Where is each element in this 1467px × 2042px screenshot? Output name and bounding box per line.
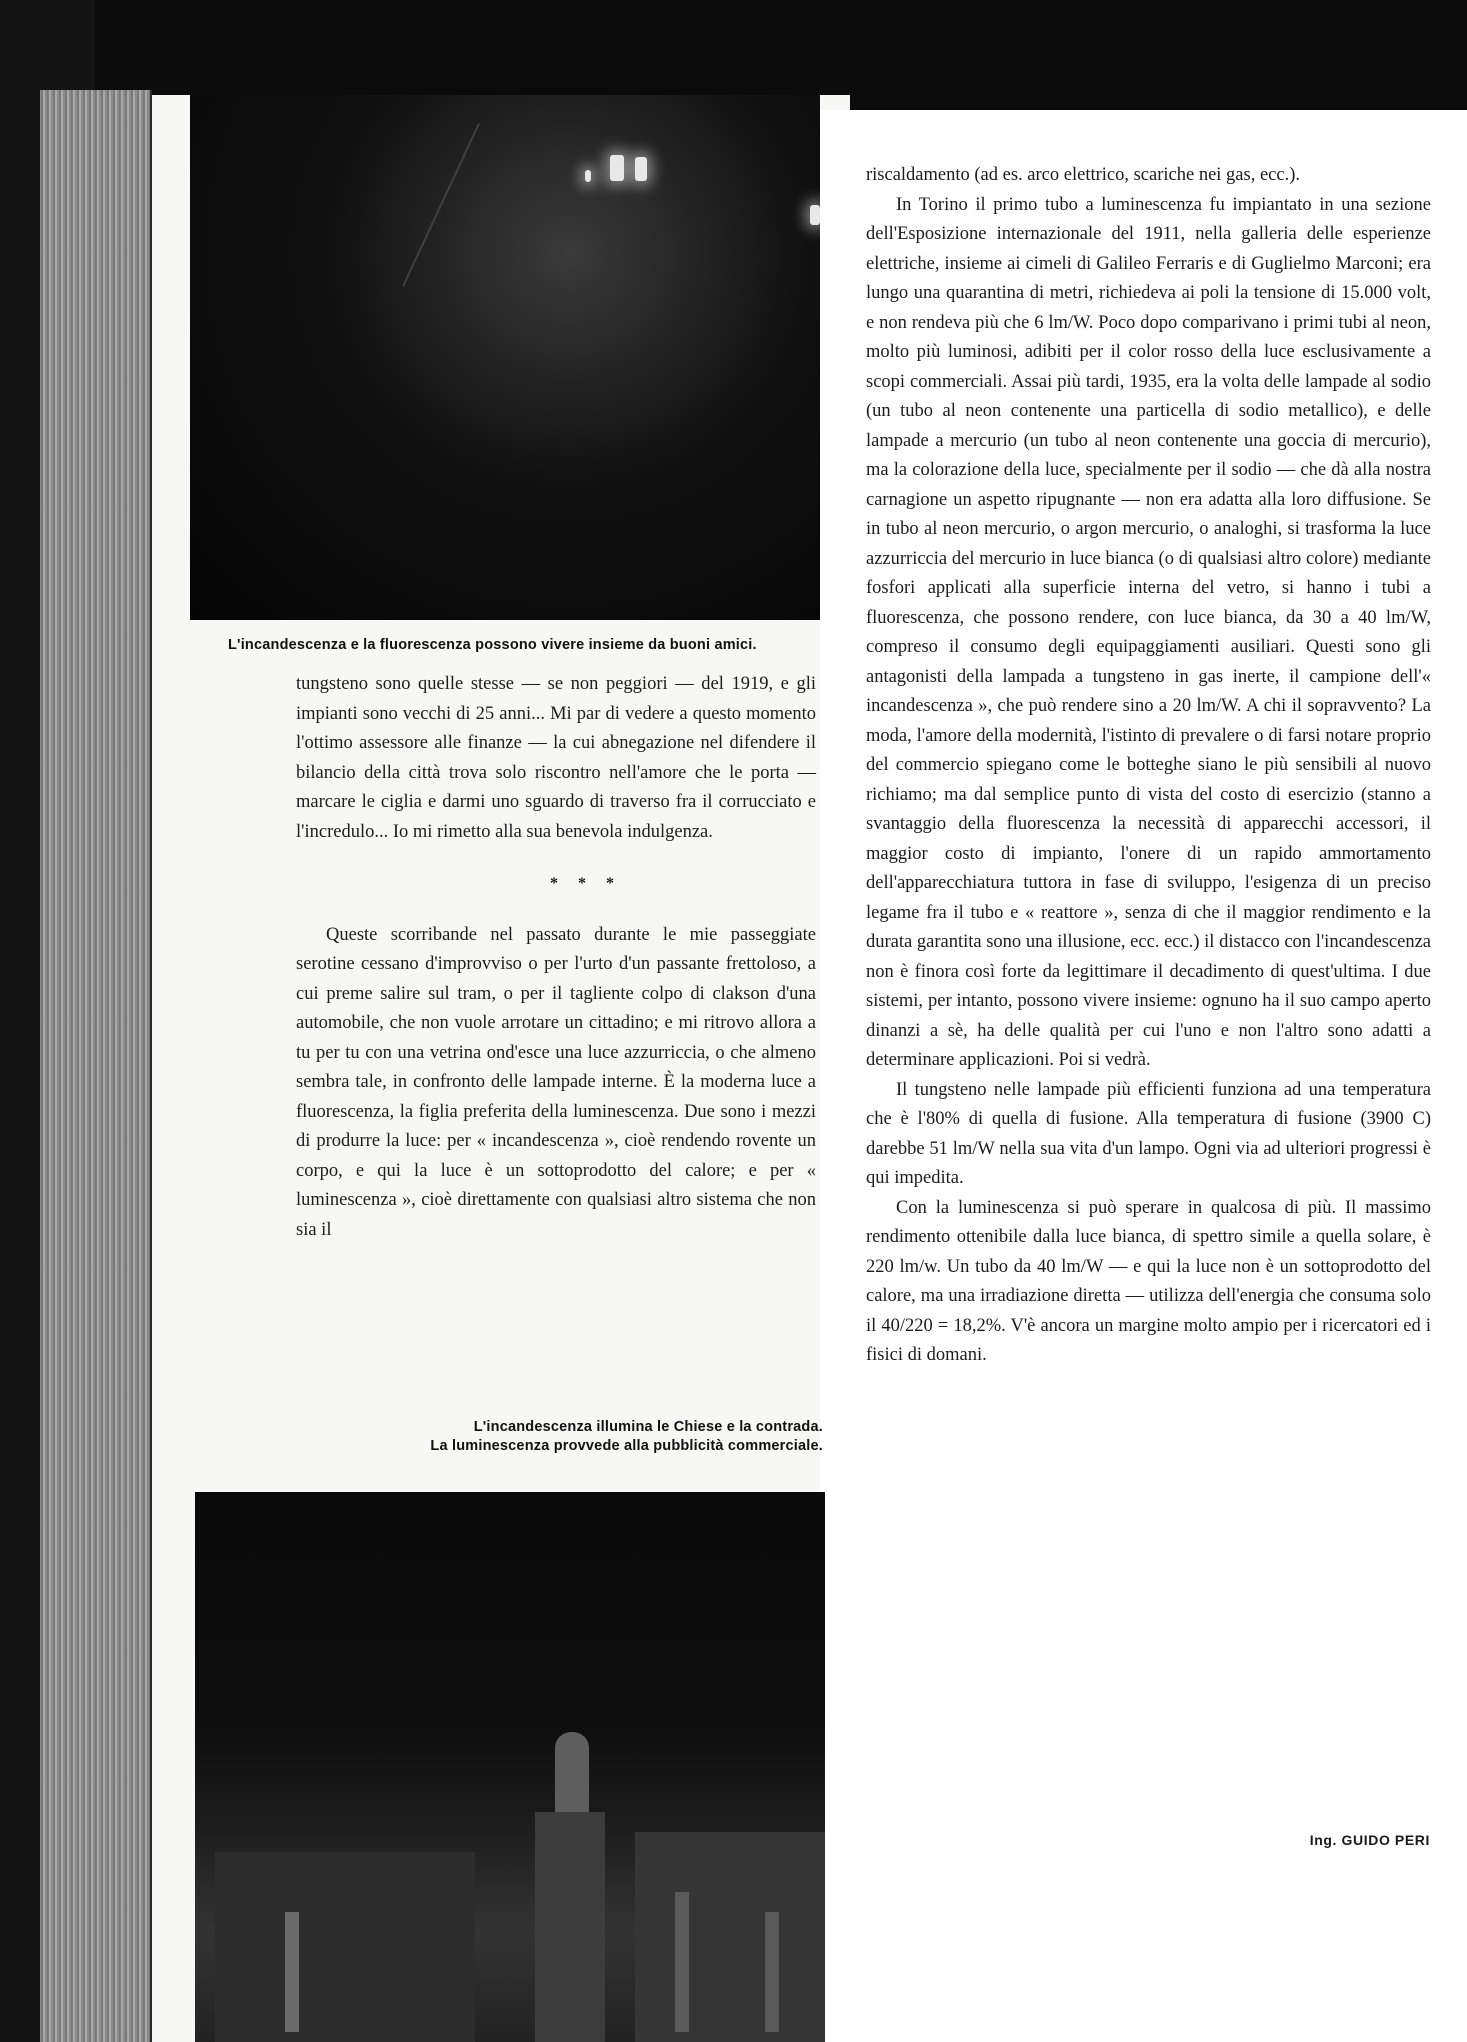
street-lamp (635, 157, 647, 181)
left-text-column (296, 670, 816, 1245)
street-lamp (610, 155, 624, 181)
column (765, 1912, 779, 2032)
paragraph: In Torino il primo tubo a luminescenza fu impiantato in una sezione dell'Esposizione internazionale del 1911, nella galleria delle esperienze elettriche, insieme ai cimeli di Galileo Ferraris e di Guglielmo Marconi; era lungo una quarantina di metri, richiedeva ai poli la tensione di 15.000 volt, e non rendeva più che 6 lm/W. Poco dopo comparivano i primi tubi al neon, molto più luminosi, adibiti per il color rosso della luce esclusivamente a scopi commerciali. Assai più tardi, 1935, era la volta delle lampade al sodio (un tubo al neon contenente una particella di sodio metallico), e delle lampade a mercurio (un tubo al neon contenente una goccia di mercurio), ma la colorazione della luce, specialmente per il sodio — che dà alla nostra carnagione un aspetto ripugnante — non era adatta alla loro diffusione. Se in tubo al neon mercurio, o argon mercurio, o analoghi, si trasforma la luce azzurriccia del mercurio in luce bianca (o di qualsiasi altro colore) mediante fosfori applicati alla superficie interna del vetro, si hanno i tubi a fluorescenza, che possono rendere, con luce bianca, da 30 a 40 lm/W, compreso il consumo degli equipaggiamenti ausiliari. Questi sono gli antagonisti della lampada a tungsteno in gas inerte, il campione dell'« incandescenza », che può rendere sino a 20 lm/W. A chi il sopravvento? La moda, l'amore della modernità, l'istinto di prevalere o di farsi notare proprio del commercio spiegano come le botteghe siano le più sensibili al nuovo richiamo; ma dal semplice punto di vista del costo di esercizio (stanno a svantaggio della fluorescenza la necessità di apparecchi accessori, il maggior costo di impianto, l'onere di un rapido ammortamento dell'apparecchiatura tuttora in fase di sviluppo, l'esigenza di un preciso legame fra il tubo e « reattore », senza di che il maggior rendimento e la durata garantita sono una illusione, ecc. ecc.) il distacco con l'incandescenza non è finora così forte da legittimare il decadimento di quest'ultima. I due sistemi, per intanto, possono vivere insieme: ognuno ha il suo campo aperto dinanzi a sè, ha delle qualità per cui l'uno e non l'altro sono adatti a determinare applicazioni. Poi si vedrà. (866, 194, 1431, 1070)
caption-line: La luminescenza provvede alla pubblicità commerciale. (430, 1438, 823, 1454)
light-streak (402, 123, 480, 287)
section-separator: * * * (550, 875, 622, 892)
church-night-photo (195, 1492, 825, 2042)
building-facade (215, 1852, 475, 2042)
right-text-column (866, 161, 1431, 1371)
paragraph: riscaldamento (ad es. arco elettrico, scariche nei gas, ecc.). (866, 165, 1301, 185)
night-street-photo (190, 95, 820, 620)
paragraph: Queste scorribande nel passato durante le mie passeggiate serotine cessano d'improvviso o per l'urto d'un passante frettoloso, a cui preme salire sul tram, o per il tagliente colpo di clakson d'una automobile, che non vuole arrotare un cittadino; e mi ritrovo allora a tu per tu con una vetrina ond'esce una luce azzurriccia, o che almeno sembra tale, in confronto delle lampade interne. È la moderna luce a fluorescenza, la figlia preferita della luminescenza. Due sono i mezzi di produrre la luce: per « incandescenza », cioè rendendo rovente un corpo, e qui la luce è un sottoprodotto del calore; e per « luminescenza », cioè direttamente con qualsiasi altro sistema che non sia il (296, 924, 816, 1240)
photo-caption-bottom (300, 1418, 823, 1456)
paragraph: tungsteno sono quelle stesse — se non peggiori — del 1919, e gli impianti sono vecchi di 25 anni... Mi par di vedere a questo momento l'ottimo assessore alle finanze — la cui abnegazione nel difendere il bilancio della città trova solo riscontro nell'amore che le porta — marcare le ciglia e darmi uno sguardo di traverso fra il corrucciato e l'incredulo... Io mi rimetto alla sua benevola indulgenza. (296, 674, 816, 842)
illuminated-sign (285, 1912, 299, 2032)
bell-tower (535, 1812, 605, 2042)
paragraph: Con la luminescenza si può sperare in qualcosa di più. Il massimo rendimento ottenibile dalla luce bianca, di spettro simile a quella solare, è 220 lm/w. Un tubo da 40 lm/W — e qui la luce non è un sottoprodotto del calore, ma una irradiazione diretta — utilizza dell'energia che consuma solo il 40/220 = 18,2%. V'è ancora un margine molto ampio per i ricercatori ed i fisici di domani. (866, 1197, 1431, 1365)
building-facade (635, 1832, 825, 2042)
street-lamp (585, 170, 591, 182)
photo-caption-top: L'incandescenza e la fluorescenza possono vivere insieme da buoni amici. (228, 637, 757, 653)
column (675, 1892, 689, 2032)
paragraph: Il tungsteno nelle lampade più efficienti funziona ad una temperatura che è l'80% di quella di fusione. Alla temperatura di fusione (3900 C) darebbe 51 lm/W nella sua vita d'un lampo. Ogni via ad ulteriori progressi è qui impedita. (866, 1079, 1431, 1188)
bell-tower-top (555, 1732, 589, 1812)
caption-line: L'incandescenza illumina le Chiese e la contrada. (473, 1419, 823, 1435)
author-signature: Ing. GUIDO PERI (1309, 1832, 1430, 1848)
street-lamp (810, 205, 820, 225)
book-page-edges (40, 90, 152, 2042)
